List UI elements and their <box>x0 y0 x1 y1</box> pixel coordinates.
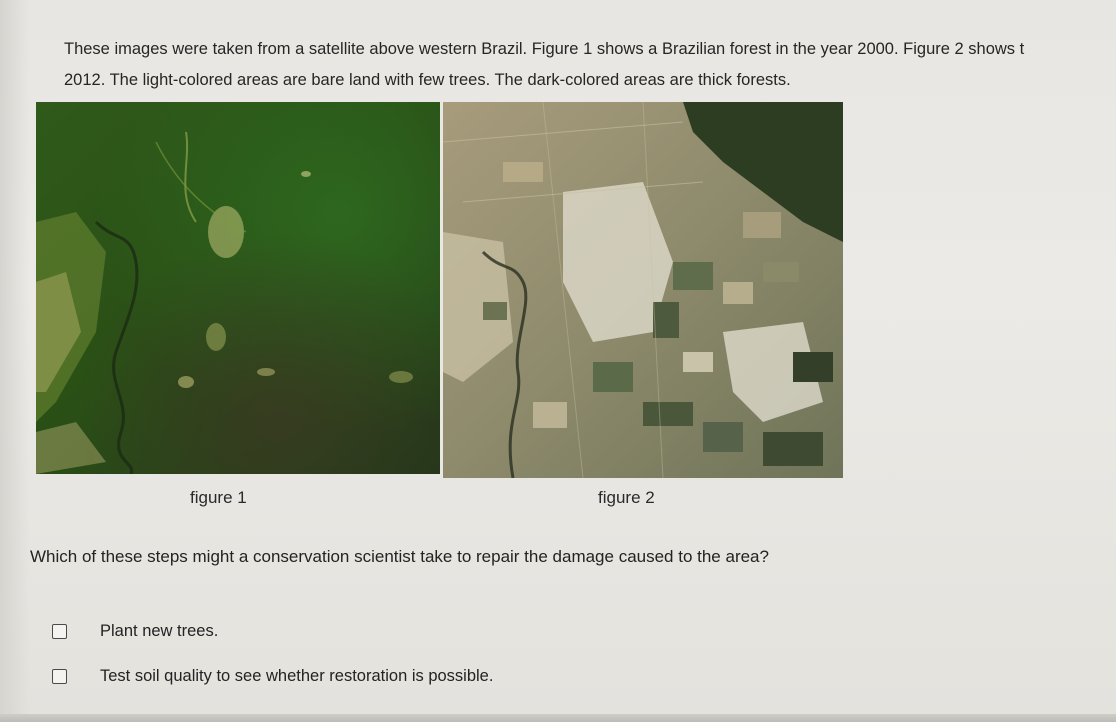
question-text: Which of these steps might a conservation scientist take to repair the damage caused to the area? <box>30 547 769 566</box>
option-plant-new-trees[interactable] <box>52 622 218 641</box>
option-label: Test soil quality to see whether restoration is possible. <box>100 667 494 685</box>
page-left-shadow <box>0 0 30 722</box>
figure-2-caption: figure 2 <box>598 488 655 507</box>
option-label: Plant new trees. <box>100 622 219 640</box>
intro-line-2: 2012. The light-colored areas are bare land with few trees. The dark-colored areas are thick forests. <box>64 71 791 89</box>
figure-2-satellite-image <box>440 102 843 478</box>
figure-1-satellite-image <box>36 102 440 474</box>
figure-1-caption: figure 1 <box>190 488 247 507</box>
checkbox[interactable] <box>52 624 67 639</box>
bottom-divider <box>0 714 1116 722</box>
intro-text <box>64 34 1116 96</box>
intro-line-1: These images were taken from a satellite above western Brazil. Figure 1 shows a Brazilian forest in the year 2000. Figure 2 shows t <box>64 40 1025 58</box>
checkbox[interactable] <box>52 669 67 684</box>
figure-images <box>36 102 840 478</box>
option-test-soil-quality[interactable] <box>52 667 493 686</box>
